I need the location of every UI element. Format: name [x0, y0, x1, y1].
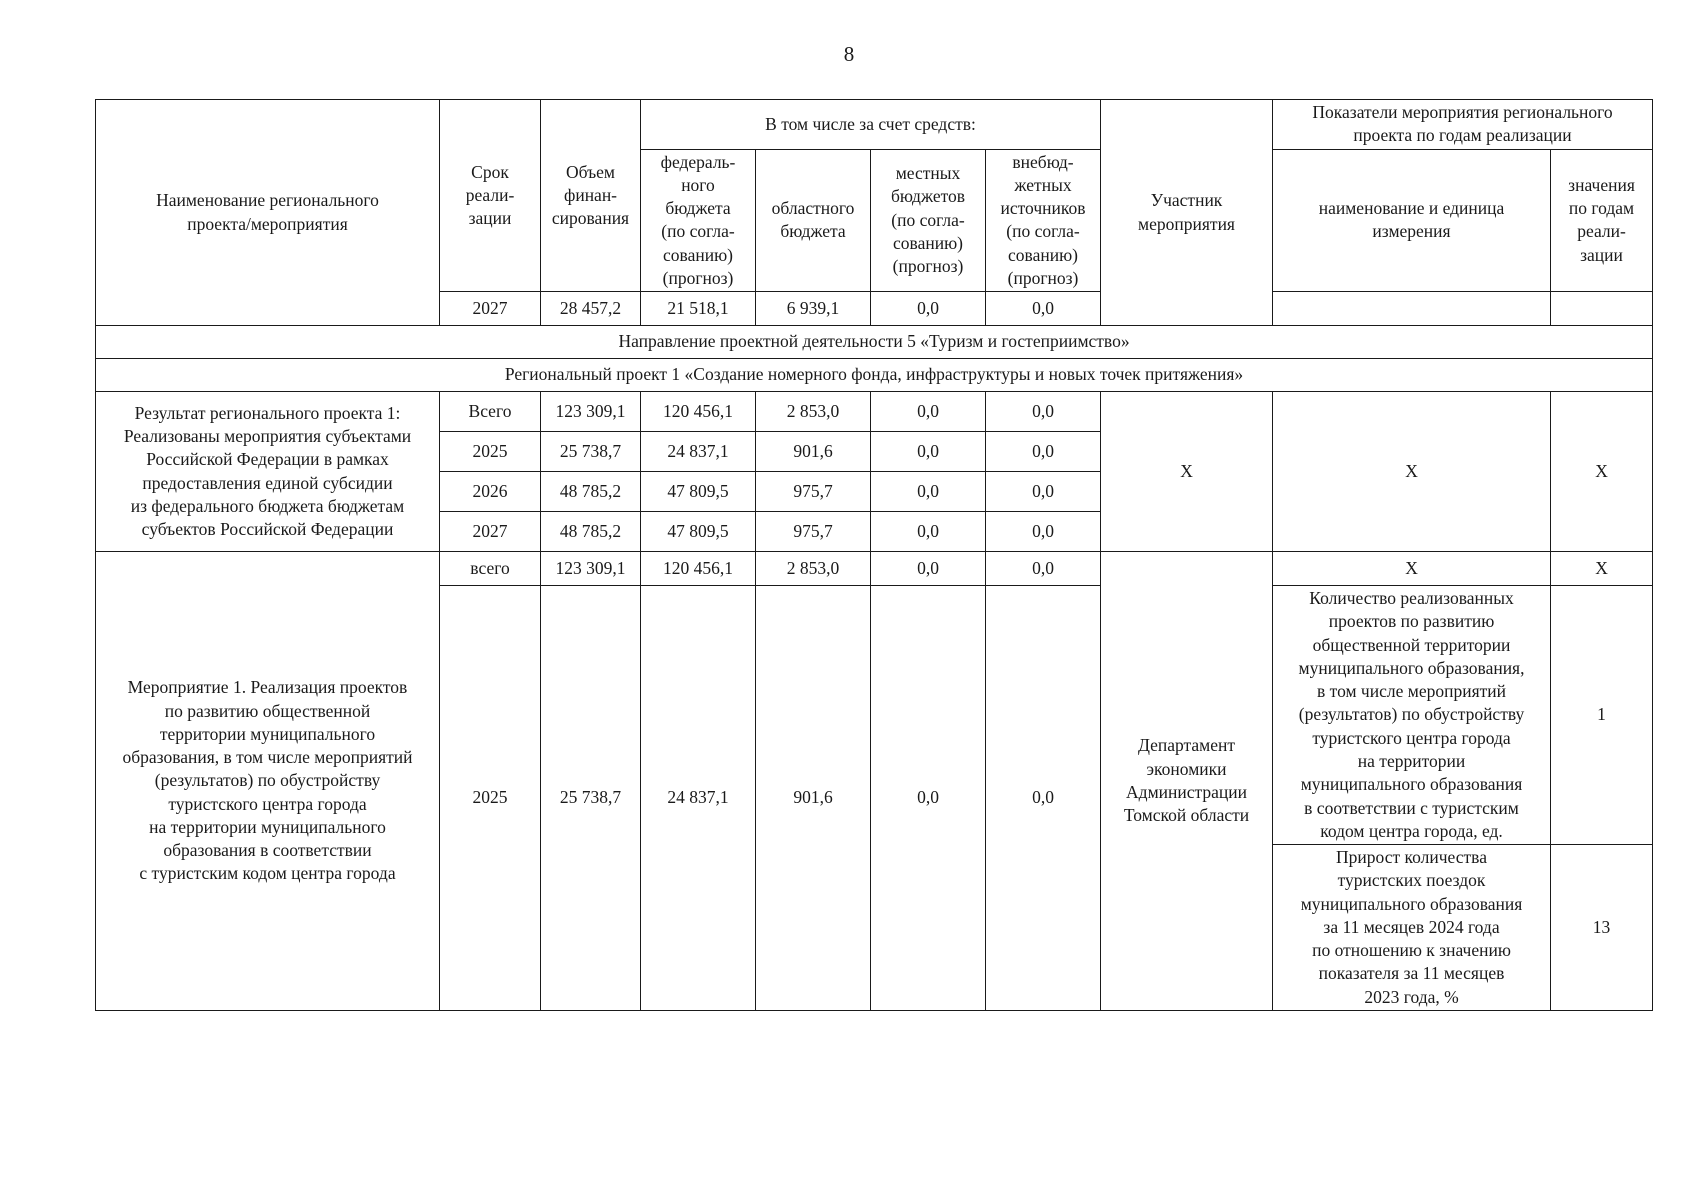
- measure-total-year: всего: [440, 552, 541, 586]
- result-regional: 975,7: [756, 512, 871, 552]
- indicator-value: 13: [1551, 845, 1653, 1011]
- result-year: Всего: [440, 392, 541, 432]
- result-local: 0,0: [871, 512, 986, 552]
- carry-extra: 0,0: [986, 292, 1101, 326]
- header-indicator-values: значения по годам реали- зации: [1551, 149, 1653, 292]
- header-regional: областного бюджета: [756, 149, 871, 292]
- project-row: [96, 359, 1653, 392]
- result-indicator-name: Х: [1273, 392, 1551, 552]
- result-local: 0,0: [871, 472, 986, 512]
- measure-extra: 0,0: [986, 586, 1101, 1011]
- result-participant: Х: [1101, 392, 1273, 552]
- header-participant: Участник мероприятия: [1101, 100, 1273, 326]
- result-regional: 2 853,0: [756, 392, 871, 432]
- indicator-name: Прирост количества туристских поездок муниципального образования за 11 месяцев 2024 года по отношению к значению показателя за 11 месяцев 2023 года, %: [1273, 845, 1551, 1011]
- result-regional: 901,6: [756, 432, 871, 472]
- result-extra: 0,0: [986, 472, 1101, 512]
- carry-volume: 28 457,2: [541, 292, 641, 326]
- project-title: Региональный проект 1 «Создание номерного фонда, инфраструктуры и новых точек притяжения»: [96, 359, 1653, 392]
- measure-total-indicator-value: Х: [1551, 552, 1653, 586]
- header-federal: федераль- ного бюджета (по согла- сованию) (прогноз): [641, 149, 756, 292]
- direction-title: Направление проектной деятельности 5 «Туризм и гостеприимство»: [96, 326, 1653, 359]
- header-local: местных бюджетов (по согла- сованию) (прогноз): [871, 149, 986, 292]
- result-year: 2025: [440, 432, 541, 472]
- result-volume: 48 785,2: [541, 512, 641, 552]
- measure-volume: 25 738,7: [541, 586, 641, 1011]
- measure-total-extra: 0,0: [986, 552, 1101, 586]
- header-volume: Объем финан- сирования: [541, 100, 641, 292]
- result-volume: 123 309,1: [541, 392, 641, 432]
- measure-total-regional: 2 853,0: [756, 552, 871, 586]
- result-year: 2027: [440, 512, 541, 552]
- result-row-total: [96, 392, 1653, 432]
- result-extra: 0,0: [986, 512, 1101, 552]
- measure-participant: Департамент экономики Администрации Томской области: [1101, 552, 1273, 1011]
- measure-year: 2025: [440, 586, 541, 1011]
- header-indicator-name: наименование и единица измерения: [1273, 149, 1551, 292]
- measure-row-total: [96, 552, 1653, 586]
- carry-federal: 21 518,1: [641, 292, 756, 326]
- result-local: 0,0: [871, 432, 986, 472]
- measure-local: 0,0: [871, 586, 986, 1011]
- result-local: 0,0: [871, 392, 986, 432]
- result-extra: 0,0: [986, 432, 1101, 472]
- result-federal: 47 809,5: [641, 472, 756, 512]
- carry-year: 2027: [440, 292, 541, 326]
- header-extrabudget: внебюд- жетных источников (по согла- сованию) (прогноз): [986, 149, 1101, 292]
- program-table: [95, 99, 1653, 1011]
- measure-total-volume: 123 309,1: [541, 552, 641, 586]
- result-regional: 975,7: [756, 472, 871, 512]
- measure-total-federal: 120 456,1: [641, 552, 756, 586]
- result-name: Результат регионального проекта 1: Реализованы мероприятия субъектами Российской Федерации в рамках предоставления единой субсидии из федерального бюджета бюджетам субъектов Российской Федерации: [96, 392, 440, 552]
- result-federal: 47 809,5: [641, 512, 756, 552]
- direction-row: [96, 326, 1653, 359]
- header-name: Наименование регионального проекта/мероприятия: [96, 100, 440, 326]
- result-federal: 24 837,1: [641, 432, 756, 472]
- measure-total-local: 0,0: [871, 552, 986, 586]
- carry-local: 0,0: [871, 292, 986, 326]
- header-row-1: [96, 100, 1653, 150]
- page-number: 8: [843, 42, 855, 66]
- header-indicators: Показатели мероприятия регионального проекта по годам реализации: [1273, 100, 1653, 150]
- header-including: В том числе за счет средств:: [641, 100, 1101, 150]
- measure-regional: 901,6: [756, 586, 871, 1011]
- header-term: Срок реали- зации: [440, 100, 541, 292]
- result-federal: 120 456,1: [641, 392, 756, 432]
- carry-regional: 6 939,1: [756, 292, 871, 326]
- indicator-value: 1: [1551, 586, 1653, 845]
- result-volume: 25 738,7: [541, 432, 641, 472]
- measure-federal: 24 837,1: [641, 586, 756, 1011]
- result-year: 2026: [440, 472, 541, 512]
- result-indicator-value: Х: [1551, 392, 1653, 552]
- measure-name: Мероприятие 1. Реализация проектов по развитию общественной территории муниципального образования, в том числе мероприятий (результатов) по обустройству туристского центра города на территории муниципального образования в соответствии с туристским кодом центра города: [96, 552, 440, 1011]
- indicator-name: Количество реализованных проектов по развитию общественной территории муниципального образования, в том числе мероприятий (результатов) по обустройству туристского центра города на территории муниципального образования в соответствии с туристским кодом центра города, ед.: [1273, 586, 1551, 845]
- carry-indicator-name: [1273, 292, 1551, 326]
- result-volume: 48 785,2: [541, 472, 641, 512]
- carry-indicator-value: [1551, 292, 1653, 326]
- measure-total-indicator-name: Х: [1273, 552, 1551, 586]
- result-extra: 0,0: [986, 392, 1101, 432]
